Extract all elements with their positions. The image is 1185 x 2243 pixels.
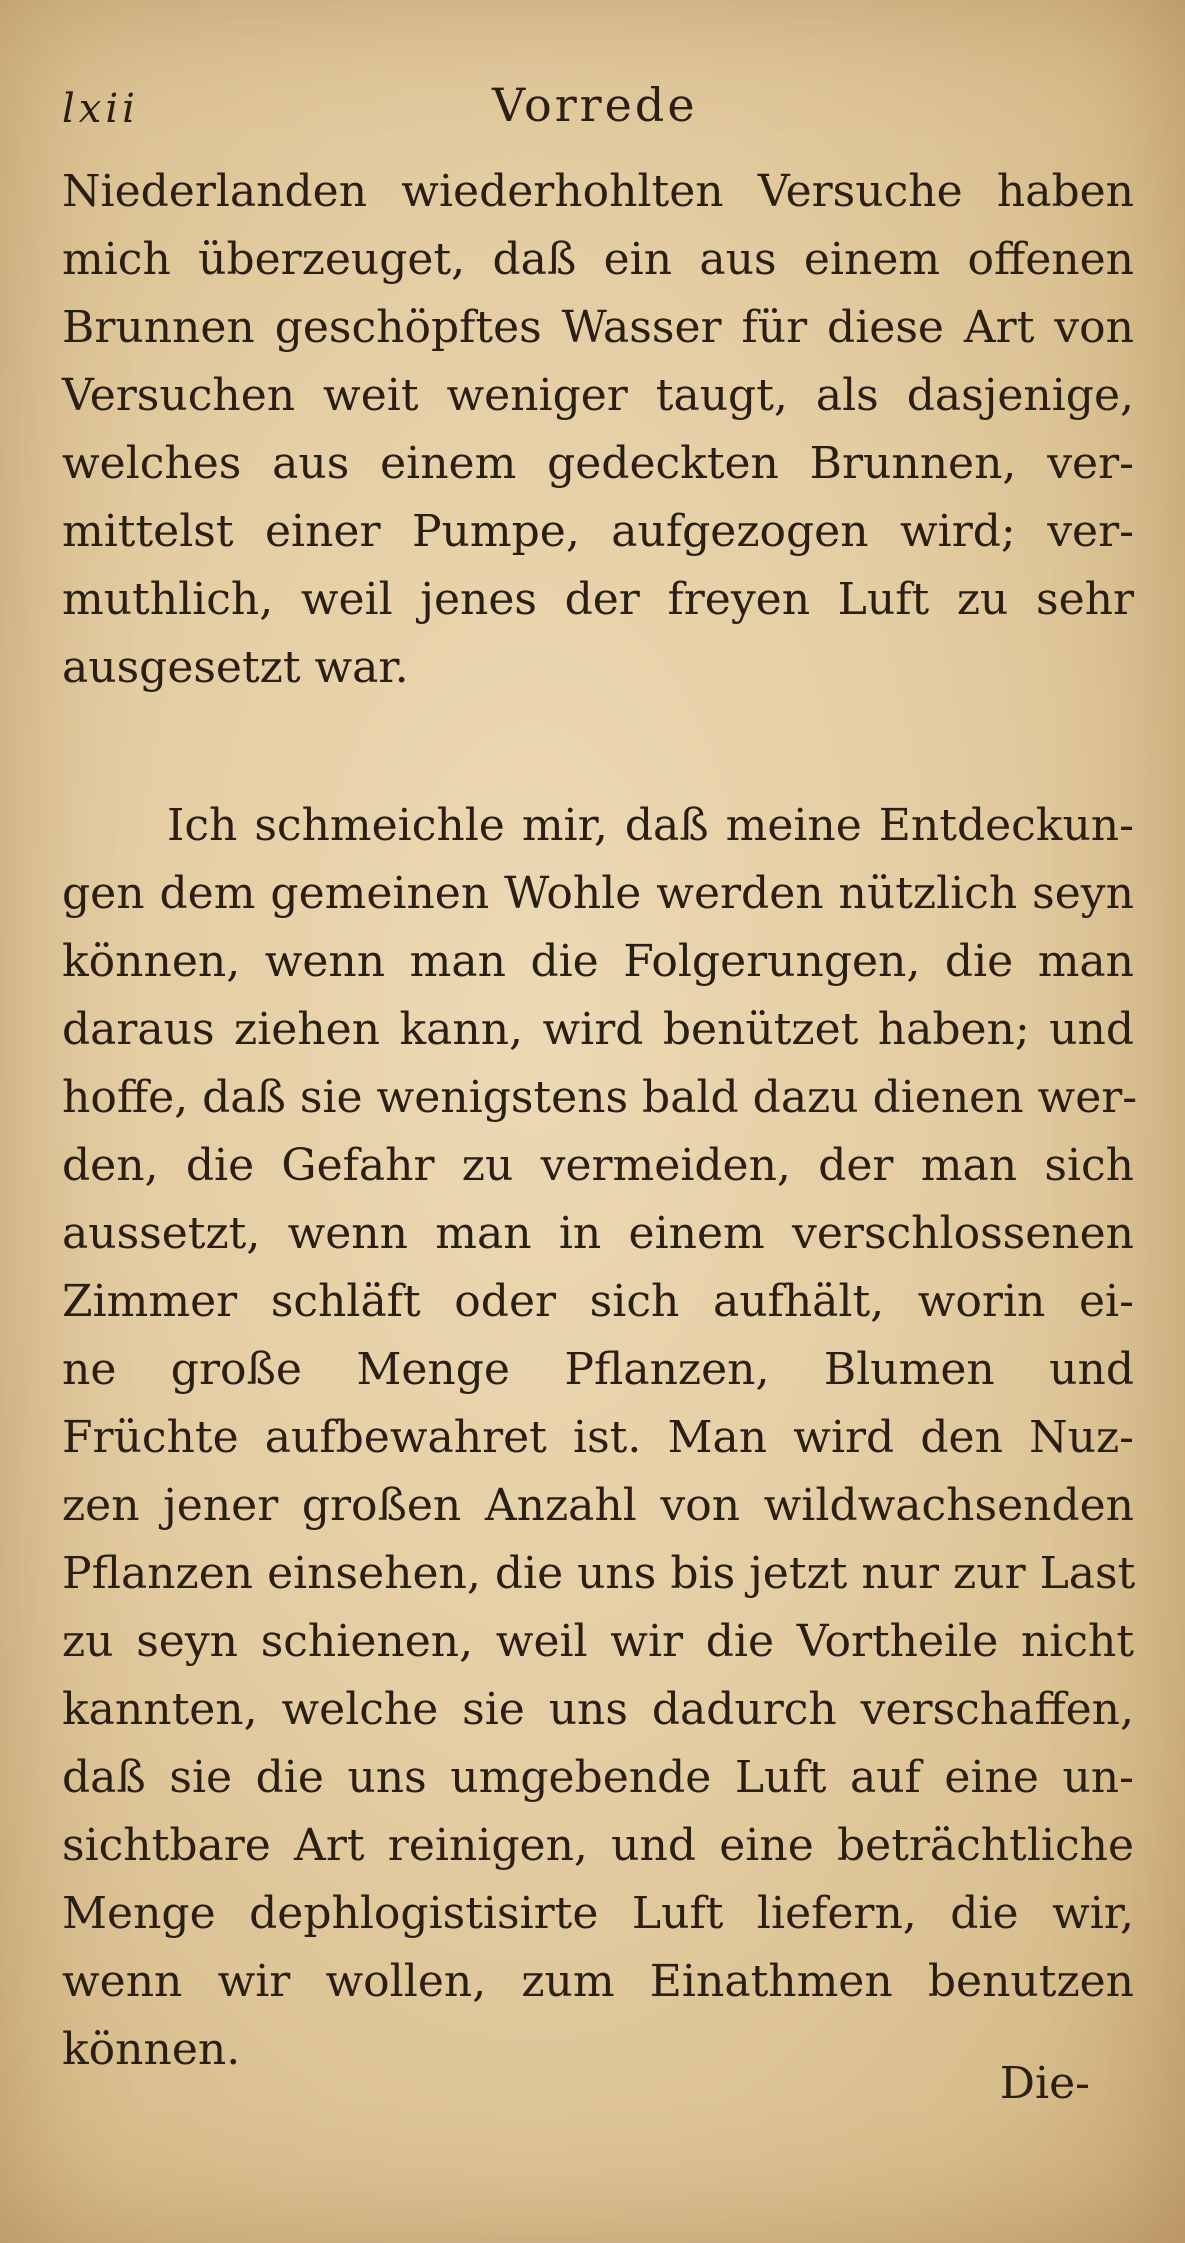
- text-line: ne große Menge Pflanzen, Blumen und: [62, 1344, 1134, 1395]
- text-line: Früchte aufbewahret ist. Man wird den Nuz-: [62, 1412, 1134, 1463]
- text-line: mittelst einer Pumpe, aufgezogen wird; ver-: [62, 506, 1134, 557]
- body-text: [62, 158, 1138, 2084]
- text-line: Menge dephlogistisirte Luft liefern, die wir,: [62, 1888, 1134, 1939]
- text-line: welches aus einem gedeckten Brunnen, ver-: [62, 438, 1134, 489]
- text-line: zen jener großen Anzahl von wildwachsenden: [62, 1480, 1134, 1531]
- text-line: sichtbare Art reinigen, und eine beträchtliche: [62, 1820, 1134, 1871]
- paragraph-1: [62, 158, 1134, 702]
- text-line: können, wenn man die Folgerungen, die man: [62, 936, 1134, 987]
- text-line: mich überzeuget, daß ein aus einem offenen: [62, 234, 1134, 285]
- text-line: ausgesetzt war.: [62, 642, 409, 693]
- text-line: daraus ziehen kann, wird benützet haben; und: [62, 1004, 1134, 1055]
- text-line: hoffe, daß sie wenigstens bald dazu dienen wer-: [62, 1072, 1138, 1123]
- page-number: lxii: [62, 86, 139, 132]
- catchword: Die-: [999, 2058, 1090, 2109]
- paragraph-2: [62, 792, 1138, 2084]
- text-line: daß sie die uns umgebende Luft auf eine un-: [62, 1752, 1134, 1803]
- text-line: muthlich, weil jenes der freyen Luft zu sehr: [62, 574, 1134, 625]
- paragraph-gap: [62, 702, 1134, 792]
- text-line: Brunnen geschöpftes Wasser für diese Art von: [62, 302, 1134, 353]
- text-line: können.: [62, 2024, 241, 2075]
- text-line: aussetzt, wenn man in einem verschlossenen: [62, 1208, 1134, 1259]
- text-line: Pflanzen einsehen, die uns bis jetzt nur zur Last: [62, 1548, 1136, 1599]
- text-line: den, die Gefahr zu vermeiden, der man sich: [62, 1140, 1134, 1191]
- text-line: Ich schmeichle mir, daß meine Entdeckun-: [167, 800, 1134, 851]
- running-head: [62, 78, 1122, 148]
- text-line: Niederlanden wiederhohlten Versuche haben: [62, 166, 1134, 217]
- text-line: wenn wir wollen, zum Einathmen benutzen: [62, 1956, 1134, 2007]
- text-line: gen dem gemeinen Wohle werden nützlich seyn: [62, 868, 1134, 919]
- text-line: Zimmer schläft oder sich aufhält, worin ei-: [62, 1276, 1134, 1327]
- text-line: Versuchen weit weniger taugt, als dasjenige,: [62, 370, 1134, 421]
- text-line: zu seyn schienen, weil wir die Vortheile nicht: [62, 1616, 1134, 1667]
- text-line: kannten, welche sie uns dadurch verschaffen,: [62, 1684, 1134, 1735]
- running-title: Vorrede: [492, 78, 698, 132]
